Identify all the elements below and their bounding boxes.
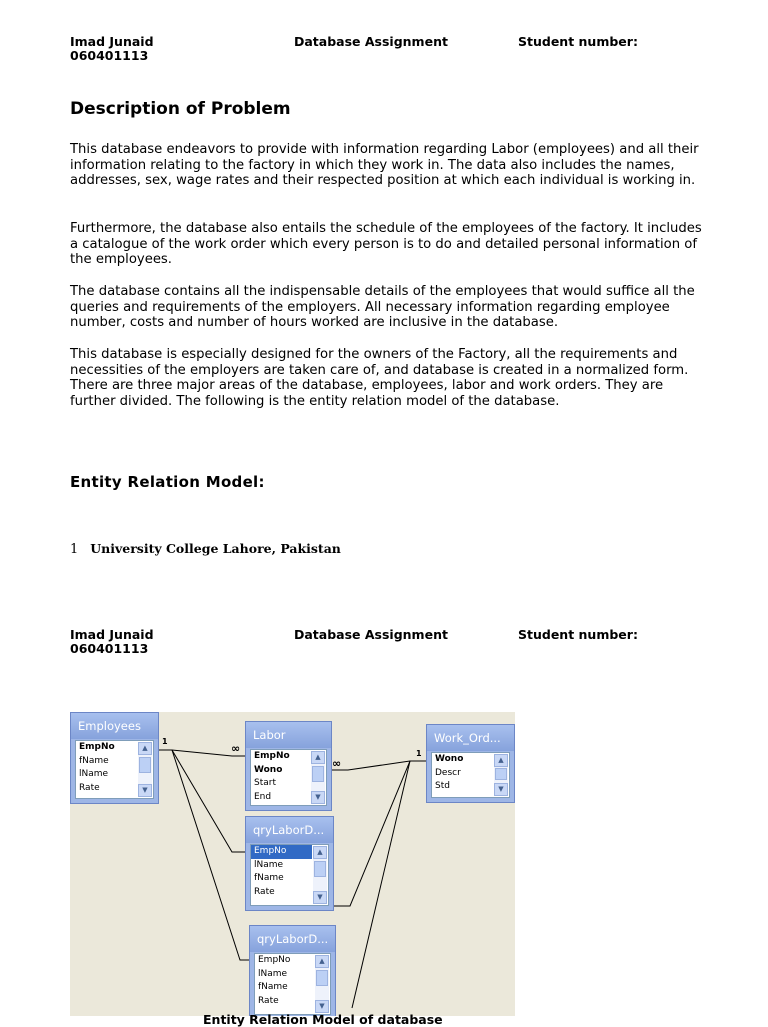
relationship-line [172, 750, 245, 852]
relationship-line [333, 761, 410, 906]
header-author-block [70, 35, 154, 63]
scroll-up-icon[interactable]: ▲ [315, 955, 329, 968]
scroll-thumb[interactable] [495, 768, 507, 780]
header-title: Database Assignment [294, 627, 448, 642]
table-title: Employees [71, 713, 158, 739]
scroll-up-icon[interactable]: ▲ [494, 754, 508, 767]
field-item[interactable]: lName [254, 859, 284, 870]
header-student-id: 060401113 [70, 641, 149, 656]
field-item[interactable]: EmpNo [79, 742, 115, 752]
section-title: Description of Problem [70, 99, 291, 119]
page-number: 1 [70, 542, 79, 557]
field-list [254, 953, 331, 1015]
scroll-thumb[interactable] [316, 970, 328, 986]
field-item[interactable]: fName [79, 755, 109, 766]
field-item[interactable]: fName [254, 873, 284, 883]
diagram-caption: Entity Relation Model of database [203, 1012, 443, 1027]
scroll-down-icon[interactable]: ▼ [315, 1000, 329, 1013]
many-marker: ∞ [332, 757, 342, 770]
paragraph-2: Furthermore, the database also entails the schedule of the employees of the factory. It includes a catalogue of the work order which every person is to do and detailed personal information of the employees. [70, 221, 702, 268]
page-footer [70, 541, 341, 557]
field-item[interactable]: EmpNo [254, 751, 290, 761]
one-marker: 1 [416, 749, 422, 758]
scrollbar[interactable] [313, 846, 327, 904]
relationship-line [352, 761, 410, 1008]
field-item[interactable]: Start [254, 778, 276, 788]
field-item[interactable]: EmpNo [258, 955, 291, 965]
scroll-up-icon[interactable]: ▲ [138, 742, 152, 755]
header-student-label: Student number: [518, 627, 638, 642]
field-item[interactable]: End [254, 791, 272, 802]
table-title: qryLaborD... [246, 817, 333, 843]
scroll-thumb[interactable] [312, 766, 324, 782]
header-title: Database Assignment [294, 34, 448, 49]
scroll-thumb[interactable] [139, 757, 151, 773]
table-title: Work_Ord... [427, 725, 514, 751]
scrollbar[interactable] [494, 754, 508, 796]
scroll-up-icon[interactable]: ▲ [313, 846, 327, 859]
field-item[interactable]: lName [258, 968, 288, 979]
table-title: qryLaborD... [250, 926, 335, 952]
table-work-order[interactable] [426, 724, 515, 803]
header-student-id: 060401113 [70, 48, 149, 63]
table-query-labor-details-1[interactable] [245, 816, 334, 911]
field-item[interactable]: Descr [435, 767, 461, 778]
field-item[interactable]: fName [258, 982, 288, 992]
relationship-line [172, 750, 249, 960]
scrollbar[interactable] [315, 955, 329, 1013]
table-title: Labor [246, 722, 331, 748]
scrollbar[interactable] [138, 742, 152, 797]
one-marker: 1 [162, 737, 168, 746]
footer-institution: University College Lahore, Pakistan [90, 541, 341, 556]
scroll-down-icon[interactable]: ▼ [494, 783, 508, 796]
header-author-block-2 [70, 628, 154, 656]
header-author: Imad Junaid [70, 34, 154, 49]
table-labor[interactable] [245, 721, 332, 811]
field-list [250, 749, 327, 806]
field-item[interactable]: Std [435, 781, 450, 791]
field-list [75, 740, 154, 799]
field-item[interactable]: Rate [254, 886, 275, 897]
relationship-line [328, 761, 426, 770]
field-item[interactable]: Wono [254, 764, 283, 775]
scroll-thumb[interactable] [314, 861, 326, 877]
field-item[interactable]: EmpNo [251, 845, 312, 859]
field-item[interactable]: lName [79, 769, 109, 779]
scroll-down-icon[interactable]: ▼ [311, 791, 325, 804]
paragraph-3: The database contains all the indispensable details of the employees that would suffice all the queries and requirements of the employers. All necessary information regarding employee number, costs and number of hours worked are inclusive in the database. [70, 284, 695, 331]
field-item[interactable]: Rate [258, 995, 279, 1006]
table-employees[interactable] [70, 712, 159, 804]
scroll-down-icon[interactable]: ▼ [313, 891, 327, 904]
scrollbar[interactable] [311, 751, 325, 804]
many-marker: ∞ [231, 742, 241, 755]
field-item[interactable]: Wono [435, 754, 464, 764]
field-item[interactable]: Rate [79, 782, 100, 793]
table-query-labor-details-2[interactable] [249, 925, 336, 1016]
field-list [250, 844, 329, 906]
er-heading: Entity Relation Model: [70, 473, 265, 491]
scroll-down-icon[interactable]: ▼ [138, 784, 152, 797]
header-student-label: Student number: [518, 34, 638, 49]
paragraph-4: This database is especially designed for the owners of the Factory, all the requirements and necessities of the employers are taken care of, and database is created in a normalized form. There are three major areas of the database, employees, labor and work orders. They are further divided. The following is the entity relation model of the database. [70, 347, 689, 409]
er-diagram [70, 712, 515, 1016]
scroll-up-icon[interactable]: ▲ [311, 751, 325, 764]
header-author: Imad Junaid [70, 627, 154, 642]
field-list [431, 752, 510, 798]
paragraph-1: This database endeavors to provide with information regarding Labor (employees) and all their information relating to the factory in which they work in. The data also includes the names, addresses, sex, wage rates and their respected position at which each individual is working in. [70, 142, 699, 189]
